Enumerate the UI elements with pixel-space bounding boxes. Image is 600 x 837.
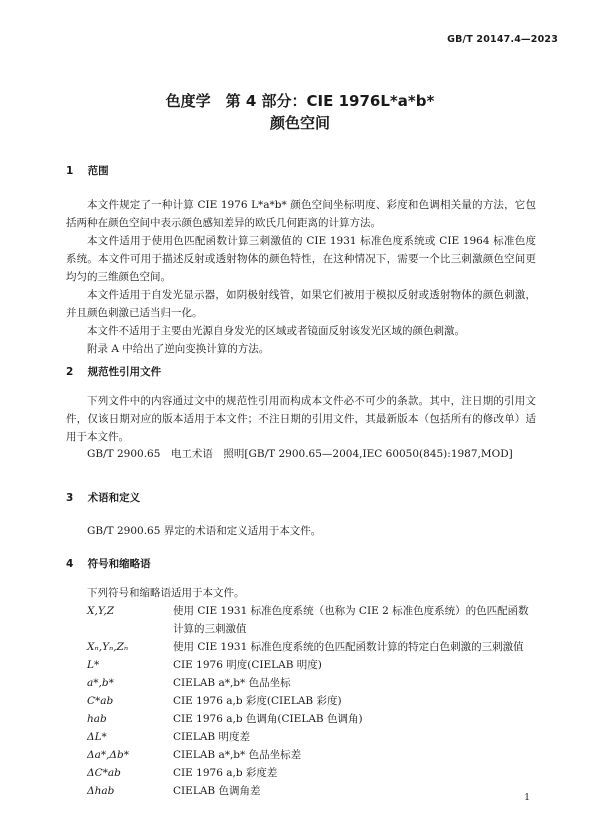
section-4-number: 4 [66,558,74,570]
scope-paragraph-1: 本文件规定了一种计算 CIE 1976 L*a*b* 颜色空间坐标明度、彩度和色调相关量的方法，它包括两种在颜色空间中表示颜色感知差异的欧氏几何距离的计算方法。 [66,199,536,230]
symbol: a*,b* [87,677,114,689]
section-3-heading [66,490,140,505]
symbol-definition: CIELAB a*,b* 色品坐标差 [173,749,302,761]
symbols-intro: 下列符号和缩略语适用于本文件。 [87,587,245,599]
normative-references-paragraph: 下列文件中的内容通过文中的规范性引用而构成本文件必不可少的条款。其中，注日期的引用文件，仅该日期对应的版本适用于本文件；不注日期的引用文件，其最新版本（包括所有的修改单）适用于本文件。 [66,395,536,444]
document-title-line2: 颜色空间 [269,114,330,132]
symbol: hab [87,713,107,725]
symbol-definition: CIELAB 明度差 [173,731,250,743]
symbol-definition: CIE 1976 a,b 彩度差 [173,767,278,779]
symbol: ΔL* [87,731,107,743]
standard-code: GB/T 20147.4—2023 [447,34,558,45]
section-1-heading [66,163,109,178]
section-4-heading [66,556,151,571]
symbol-definition: CIELAB 色调角差 [173,785,261,797]
symbol-definition: CIE 1976 a,b 色调角(CIELAB 色调角) [173,713,363,725]
symbol: Δhab [87,785,115,797]
normative-reference-item: GB/T 2900.65 电工术语 照明[GB/T 2900.65—2004,IEC 60050(845):1987,MOD] [87,448,513,460]
section-1-number: 1 [66,165,74,177]
section-2-title: 规范性引用文件 [87,366,162,378]
symbol-definition: 使用 CIE 1931 标准色度系统（也称为 CIE 2 标准色度系统）的色匹配函数计算的三刺激值 [173,605,529,635]
document-title-line1: 色度学 第 4 部分：CIE 1976L*a*b* [165,92,435,110]
section-4-title: 符号和缩略语 [87,558,151,570]
symbol: C*ab [87,695,114,707]
scope-paragraph-4: 本文件不适用于主要由光源自身发光的区域或者镜面反射该发光区域的颜色刺激。 [87,325,465,337]
section-3-number: 3 [66,492,74,504]
symbol: X,Y,Z [87,605,115,617]
scope-paragraph-3: 本文件适用于自发光显示器，如阴极射线管，如果它们被用于模拟反射或透射物体的颜色刺激，并且颜色刺激已适当归一化。 [66,289,536,320]
symbol: Δa*,Δb* [87,749,129,761]
symbol: L* [87,659,100,671]
section-2-heading [66,364,161,379]
section-1-title: 范围 [87,165,109,177]
symbol-definition: 使用 CIE 1931 标准色度系统的色匹配函数计算的特定白色刺激的三刺激值 [173,641,524,653]
symbol: Xₙ,Yₙ,Zₙ [87,641,129,653]
section-3-title: 术语和定义 [87,492,141,504]
scope-paragraph-5: 附录 A 中给出了逆向变换计算的方法。 [87,343,270,355]
scope-paragraph-2: 本文件适用于使用色匹配函数计算三刺激值的 CIE 1931 标准色度系统或 CIE 1964 标准色度系统。本文件可用于描述反射或透射物体的颜色特性，在这种情况下，需要一个比三刺激颜色空间更均匀的三维颜色空间。 [66,235,536,284]
section-2-number: 2 [66,366,74,378]
page-number: 1 [524,793,530,803]
symbol-definition: CIE 1976 a,b 彩度(CIELAB 彩度) [173,695,342,707]
symbol-definition: CIE 1976 明度(CIELAB 明度) [173,659,322,671]
symbol: ΔC*ab [87,767,121,779]
terms-definitions-paragraph: GB/T 2900.65 界定的术语和定义适用于本文件。 [87,525,322,537]
symbol-definition: CIELAB a*,b* 色品坐标 [173,677,291,689]
